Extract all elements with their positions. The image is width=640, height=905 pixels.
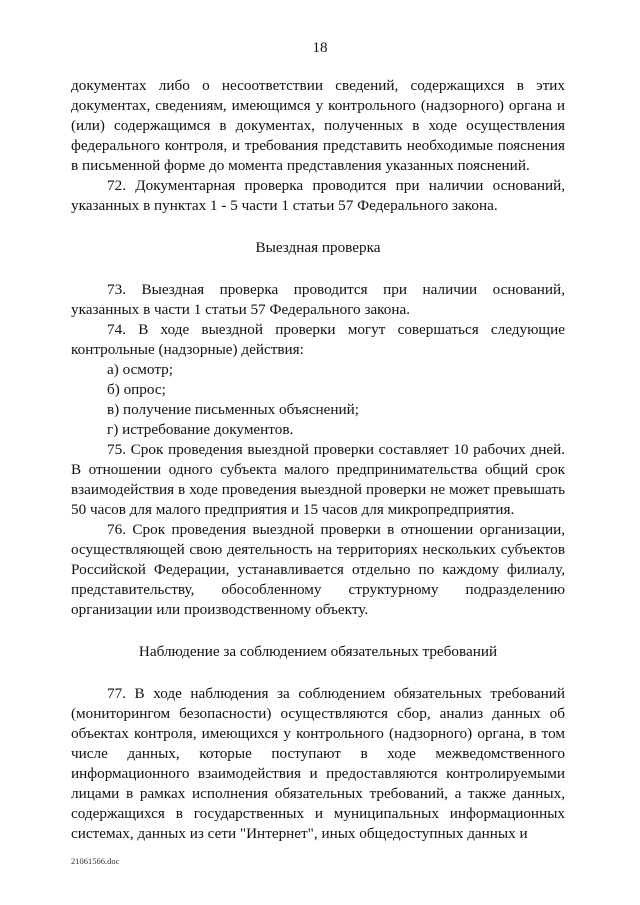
page-number: 18 (312, 40, 328, 56)
document-body (71, 76, 565, 844)
list-item: г) истребование документов. (107, 421, 294, 438)
paragraph-77: 77. В ходе наблюдения за соблюдением обязательных требований (мониторингом безопасности) осуществляются сбор, анализ данных об объектах контроля, имеющихся у контрольного (надзорного) органа, в том числе данных, которые поступают в ходе межведомственного информационного взаимодействия и предоставляются контролируемыми лицами в рамках исполнения обязательных требований, а также данных, содержащихся в государственных и муниципальных информационных системах, данных из сети "Интернет", иных общедоступных данных и (71, 685, 565, 842)
paragraph-74: 74. В ходе выездной проверки могут совершаться следующие контрольные (надзорные) действия: (71, 321, 565, 358)
section-heading-onsite-inspection: Выездная проверка (255, 239, 381, 256)
paragraph-75: 75. Срок проведения выездной проверки составляет 10 рабочих дней. В отношении одного субъекта малого предпринимательства общий срок взаимодействия в ходе проведения выездной проверки не может превышать 50 часов для малого предприятия и 15 часов для микропредприятия. (71, 441, 565, 518)
document-filename: 21061566.doc (71, 856, 120, 866)
section-heading-observation: Наблюдение за соблюдением обязательных требований (138, 643, 498, 660)
paragraph-76: 76. Срок проведения выездной проверки в отношении организации, осуществляющей свою деятельность на территориях нескольких субъектов Российской Федерации, устанавливается отдельно по каждому филиалу, представительству, обособленному структурному подразделению организации или производственному объекту. (71, 521, 565, 618)
list-item: а) осмотр; (107, 361, 173, 378)
paragraph-72: 72. Документарная проверка проводится при наличии оснований, указанных в пунктах 1 - 5 части 1 статьи 57 Федерального закона. (71, 177, 565, 214)
list-item: в) получение письменных объяснений; (107, 401, 360, 418)
paragraph-continuation: документах либо о несоответствии сведений, содержащихся в этих документах, сведениям, имеющимся у контрольного (надзорного) органа и (или) содержащимся в документах, полученных в ходе осуществления федерального контроля, и требования представить необходимые пояснения в письменной форме до момента представления указанных пояснений. (71, 77, 565, 174)
paragraph-73: 73. Выездная проверка проводится при наличии оснований, указанных в части 1 статьи 57 Федерального закона. (71, 281, 565, 318)
list-item: б) опрос; (107, 381, 166, 398)
